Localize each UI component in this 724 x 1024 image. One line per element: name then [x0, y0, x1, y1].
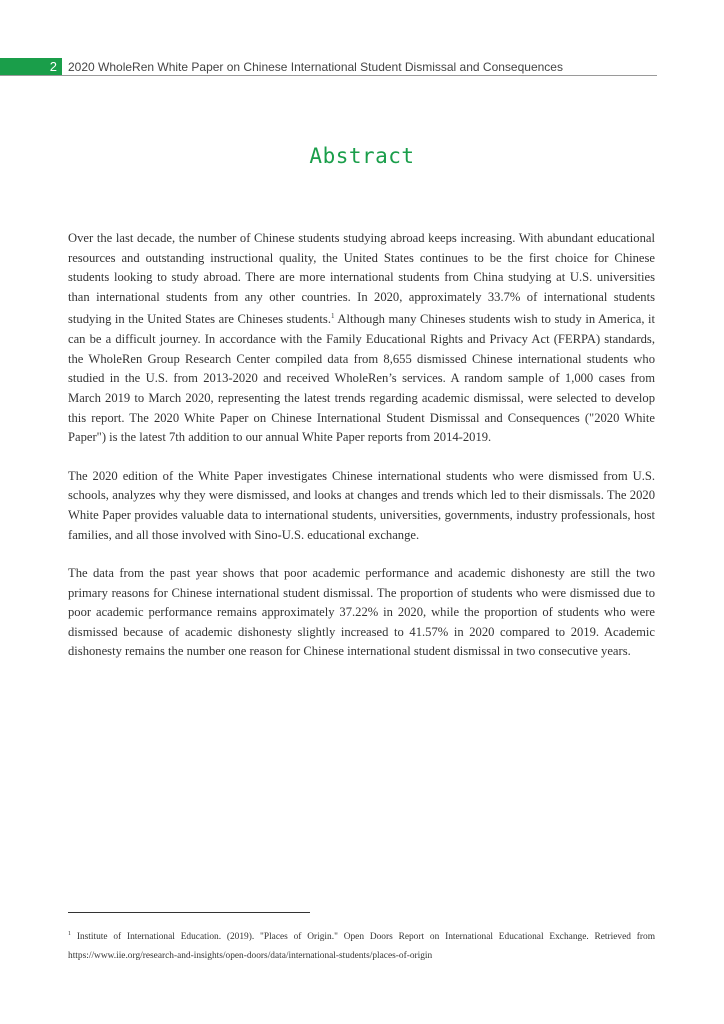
- paragraph-3: The data from the past year shows that poor academic performance and academic dishonesty are still the two primary reasons for Chinese international student dismissal. The proportion of students who were dismissed due to poor academic performance remains approximately 37.22% in 2020, while the proportion of students who were dismissed because of academic dishonesty slightly increased to 41.57% in 2020 compared to 2019. Academic dishonesty remains the number one reason for Chinese international student dismissal in two consecutive years.: [68, 566, 655, 659]
- footnote-reference: 1: [331, 312, 335, 321]
- footnote-text: Institute of International Education. (2019). "Places of Origin." Open Doors Report on International Educational Exchange. Retrieved from https://www.iie.org/research-and-insights/open-doors/data/international-students/places-of-origin: [68, 932, 655, 962]
- paragraph-1-part-b: Although many Chineses students wish to study in America, it can be a difficult journey. In accordance with the Family Educational Rights and Privacy Act (FERPA) standards, the WholeRen Group Research Center compiled data from 8,655 dismissed Chinese international students who studied in the U.S. from 2013-2020 and received WholeRen’s services. A random sample of 1,000 cases from March 2019 to March 2020, representing the latest trends regarding academic dismissal, were selected to develop this report. The 2020 White Paper on Chinese International Student Dismissal and Consequences ("2020 White Paper") is the latest 7th addition to our annual White Paper reports from 2014-2019.: [68, 312, 656, 445]
- paragraph-1-part-a: Over the last decade, the number of Chinese students studying abroad keeps increasing. With abundant educational resources and outstanding instructional quality, the United States continues to be the first choice for Chinese students looking to study abroad. There are more international students from China studying at U.S. universities than international students from any other countries. In 2020, approximately 33.7% of international students studying in the United States are Chineses students.: [68, 231, 655, 327]
- page-title: Abstract: [309, 144, 415, 168]
- footnote-marker: 1: [68, 931, 71, 937]
- page-header: [0, 58, 657, 76]
- footnote-divider: [68, 912, 310, 913]
- abstract-body: [68, 229, 655, 681]
- running-title: 2020 WholeRen White Paper on Chinese International Student Dismissal and Consequences: [68, 60, 563, 74]
- paragraph-2: The 2020 edition of the White Paper investigates Chinese international students who were dismissed from U.S. schools, analyzes why they were dismissed, and looks at changes and trends which led to their dismissals. The 2020 White Paper provides valuable data to international students, universities, governments, industry professionals, host families, and all those involved with Sino-U.S. educational exchange.: [68, 468, 655, 542]
- page-number: 2: [0, 58, 62, 75]
- footnote: [68, 925, 655, 966]
- paragraph-1: [68, 229, 655, 448]
